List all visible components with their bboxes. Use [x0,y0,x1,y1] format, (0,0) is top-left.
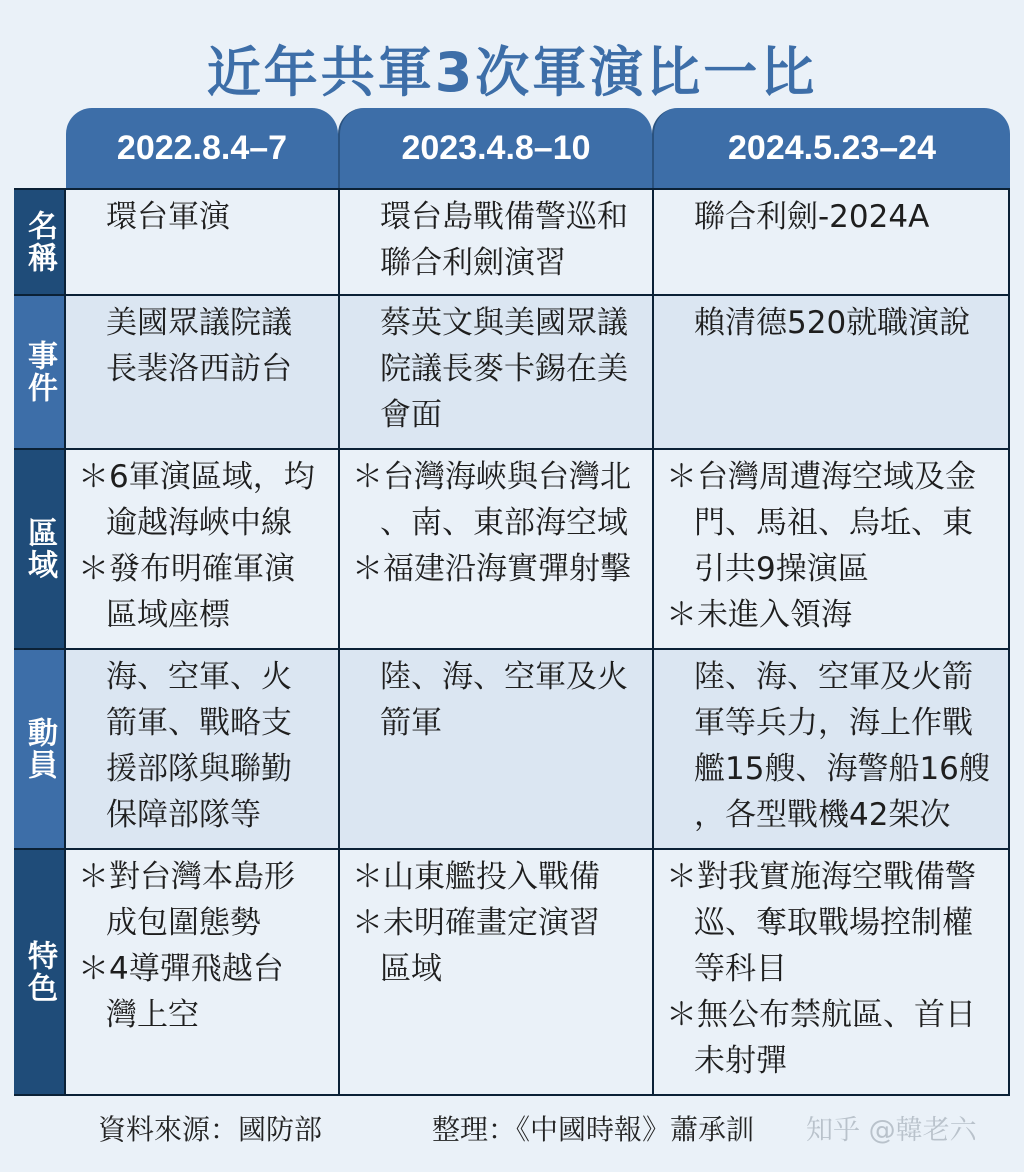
table-header [66,108,1010,188]
cell-event-0 [66,296,338,448]
cell-area-2 [654,450,1008,648]
cell-name-0 [66,190,338,294]
cell-line: ＊台灣海峽與台灣北 [352,459,631,495]
cell-line: 軍等兵力，海上作戰 [694,705,973,741]
cell-line: 引共9操演區 [694,551,869,587]
cell-line: 環台軍演 [106,199,230,235]
cell-features-2 [654,850,1008,1094]
cell-line: 保障部隊等 [106,797,261,833]
cell-event-2 [654,296,1008,448]
cell-line: 艦15艘、海警船16艘 [694,751,990,787]
cell-line: ＊台灣周遭海空域及金 [666,459,976,495]
cell-line: 海、空軍、火 [106,659,292,695]
column-header-2023: 2023.4.8–10 [338,108,652,188]
cell-line: 區域座標 [106,597,230,633]
cell-line: 、南、東部海空域 [380,505,628,541]
page-title: 近年共軍3次軍演比一比 [206,41,818,104]
cell-mobilization-2 [654,650,1008,848]
cell-line: 賴清德520就職演說 [694,305,971,341]
cell-mobilization-0 [66,650,338,848]
comparison-table [14,108,1010,1096]
cell-line: 長裴洛西訪台 [106,351,292,387]
cell-line: 箭軍 [380,705,442,741]
cell-event-1 [340,296,652,448]
row-label-features: 特色 [14,850,64,1094]
cell-line: ＊對台灣本島形 [78,859,295,895]
cell-line: 環台島戰備警巡和 [380,199,628,235]
row-label-name: 名稱 [14,190,64,294]
cell-line: 院議長麥卡錫在美 [380,351,628,387]
cell-area-1 [340,450,652,648]
column-header-2024: 2024.5.23–24 [652,108,1010,188]
cell-line: 等科目 [694,951,787,987]
column-header-2022: 2022.8.4–7 [66,108,338,188]
cell-line: ＊對我實施海空戰備警 [666,859,976,895]
cell-line: 未射彈 [694,1043,787,1079]
cell-line: 陸、海、空軍及火 [380,659,628,695]
cell-line: 會面 [380,397,442,433]
cell-line: ＊未進入領海 [666,597,852,633]
cell-features-1 [340,850,652,1094]
cell-features-0 [66,850,338,1094]
cell-name-2 [654,190,1008,294]
cell-line: 援部隊與聯勤 [106,751,292,787]
cell-line: 聯合利劍-2024A [694,199,930,235]
cell-line: ，各型戰機42架次 [694,797,951,833]
row-label-area: 區域 [14,450,64,648]
cell-mobilization-1 [340,650,652,848]
cell-name-1 [340,190,652,294]
watermark: 知乎 @韓老六 [806,1115,977,1146]
source-credit: 資料來源：國防部 [98,1113,323,1146]
cell-line: 蔡英文與美國眾議 [380,305,628,341]
cell-line: ＊4導彈飛越台 [78,951,284,987]
cell-line: ＊發布明確軍演 [78,551,295,587]
cell-line: 成包圍態勢 [106,905,261,941]
cell-area-0 [66,450,338,648]
cell-line: 逾越海峽中線 [106,505,292,541]
cell-line: 箭軍、戰略支 [106,705,292,741]
cell-line: ＊山東艦投入戰備 [352,859,600,895]
cell-line: 門、馬祖、烏坵、東 [694,505,973,541]
cell-line: ＊福建沿海實彈射擊 [352,551,631,587]
cell-line: 陸、海、空軍及火箭 [694,659,973,695]
cell-line: 美國眾議院議 [106,305,292,341]
cell-line: 聯合利劍演習 [380,245,566,281]
cell-line: ＊6軍演區域，均 [78,459,315,495]
row-label-event: 事件 [14,296,64,448]
cell-line: 灣上空 [106,997,199,1033]
cell-line: 區域 [380,951,442,987]
row-label-mobilization: 動員 [14,650,64,848]
cell-line: ＊未明確畫定演習 [352,905,600,941]
editor-credit: 整理：《中國時報》蕭承訓 [432,1113,755,1146]
cell-line: ＊無公布禁航區、首日 [666,997,976,1033]
cell-line: 巡、奪取戰場控制權 [694,905,973,941]
table-body [14,188,1010,1096]
